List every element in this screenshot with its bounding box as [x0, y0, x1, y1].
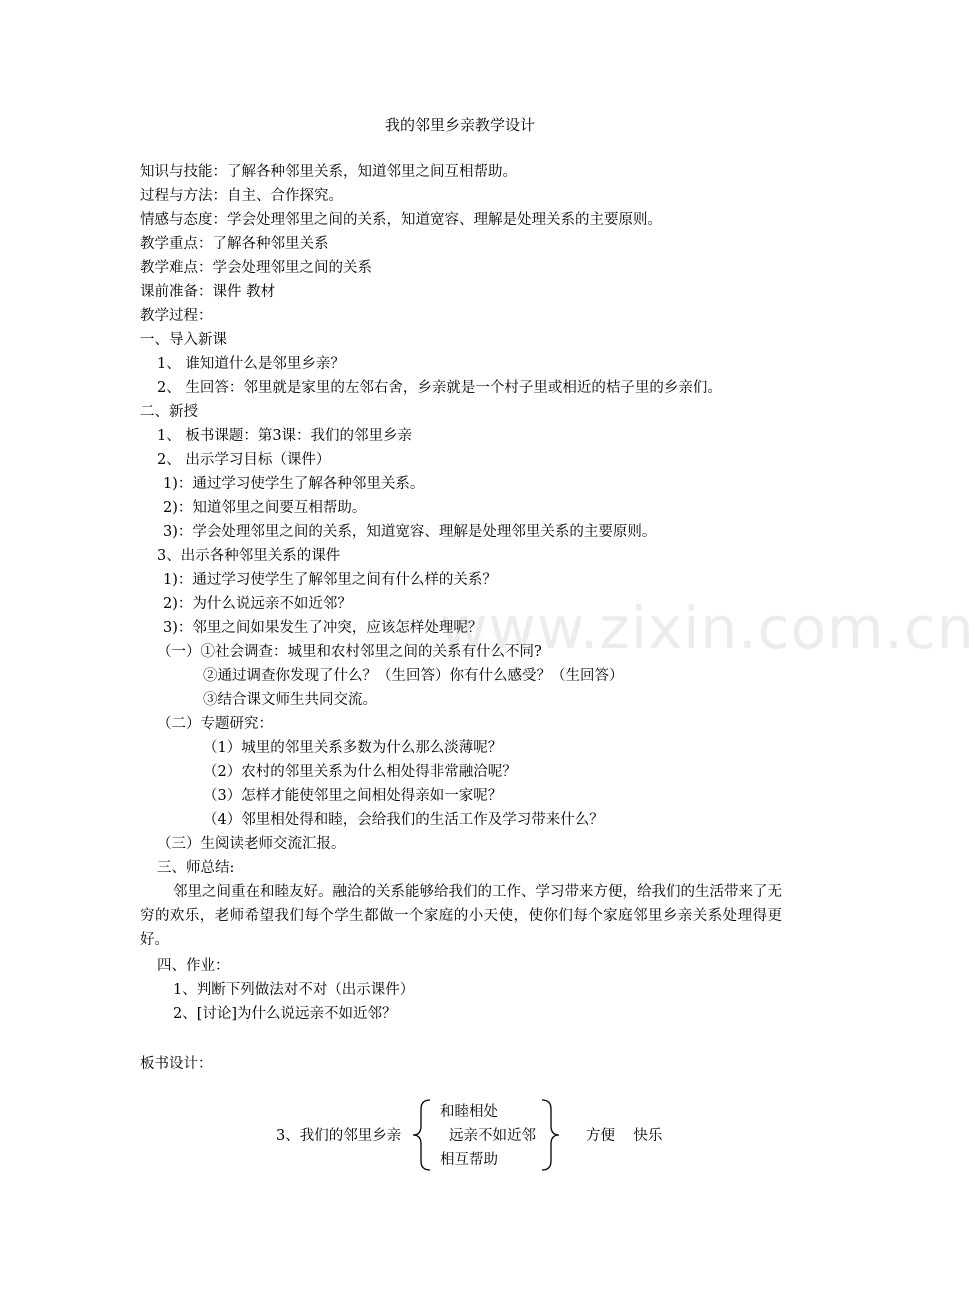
document-title: 我的邻里乡亲教学设计 — [384, 116, 535, 134]
objective-process: 过程与方法：自主、合作探究。 — [140, 188, 343, 204]
reading-item: （三）生阅读老师交流汇报。 — [157, 836, 346, 852]
summary-paragraph: 邻里之间重在和睦友好。融洽的关系能够给我们的工作、学习带来方便，给我们的生活带来了无穷的欢乐，老师希望我们每个学生都做一个家庭的小天使，使你们每个家庭邻里乡亲关系处理得更好。 — [140, 884, 782, 948]
board-heading: 板书设计： — [140, 1056, 213, 1072]
watermark: www.zixin.com.cn — [440, 594, 975, 662]
study-item: （3）怎样才能使邻里之间相处得亲如一家呢？ — [203, 788, 503, 804]
survey-item: ③结合课文师生共同交流。 — [203, 692, 377, 708]
teaching-focus: 教学重点：了解各种邻里关系 — [140, 236, 329, 252]
question-item: 2)：为什么说远亲不如近邻？ — [163, 596, 352, 612]
section-heading-new: 二、新授 — [140, 404, 198, 420]
board-item: 远亲不如近邻 — [449, 1128, 536, 1144]
section-heading-intro: 一、导入新课 — [140, 332, 227, 348]
preparation: 课前准备：课件 教材 — [140, 284, 276, 300]
new-item-3: 3、出示各种邻里关系的课件 — [157, 548, 341, 564]
study-item: （2）农村的邻里关系为什么相处得非常融洽呢？ — [203, 764, 517, 780]
survey-item: （一）①社会调查：城里和农村邻里之间的关系有什么不同? — [157, 644, 542, 660]
goal-item: 1)：通过学习使学生了解各种邻里关系。 — [163, 476, 425, 492]
study-heading: （二）专题研究： — [157, 716, 273, 732]
objective-knowledge: 知识与技能：了解各种邻里关系，知道邻里之间互相帮助。 — [140, 164, 517, 180]
board-item: 和睦相处 — [440, 1104, 498, 1120]
objective-attitude: 情感与态度：学会处理邻里之间的关系，知道宽容、理解是处理关系的主要原则。 — [140, 212, 662, 228]
section-heading-summary: 三、师总结: — [157, 860, 235, 876]
question-item: 3)：邻里之间如果发生了冲突，应该怎样处理呢？ — [163, 620, 483, 636]
goal-item: 2)：知道邻里之间要互相帮助。 — [163, 500, 367, 516]
board-item: 相互帮助 — [440, 1152, 498, 1168]
left-brace — [410, 1098, 432, 1172]
question-item: 1)：通过学习使学生了解邻里之间有什么样的关系？ — [163, 572, 497, 588]
process-heading: 教学过程： — [140, 308, 213, 324]
new-item-1: 1、 板书课题：第3课：我们的邻里乡亲 — [157, 428, 413, 444]
board-result: 方便 快乐 — [586, 1128, 663, 1144]
intro-item: 1、 谁知道什么是邻里乡亲？ — [157, 356, 345, 372]
board-topic: 3、我们的邻里乡亲 — [276, 1128, 402, 1144]
teaching-difficulty: 教学难点：学会处理邻里之间的关系 — [140, 260, 372, 276]
intro-item: 2、 生回答：邻里就是家里的左邻右舍，乡亲就是一个村子里或相近的桔子里的乡亲们。 — [157, 380, 722, 396]
section-heading-homework: 四、作业： — [157, 958, 230, 974]
homework-item: 2、[讨论]为什么说远亲不如近邻？ — [173, 1006, 397, 1022]
study-item: （1）城里的邻里关系多数为什么那么淡薄呢？ — [203, 740, 503, 756]
new-item-2: 2、 出示学习目标（课件） — [157, 452, 331, 468]
right-brace — [540, 1098, 562, 1172]
homework-item: 1、判断下列做法对不对（出示课件） — [173, 982, 415, 998]
survey-item: ②通过调查你发现了什么？（生回答）你有什么感受？（生回答） — [203, 668, 624, 684]
study-item: （4）邻里相处得和睦，会给我们的生活工作及学习带来什么？ — [203, 812, 604, 828]
goal-item: 3)：学会处理邻里之间的关系，知道宽容、理解是处理邻里关系的主要原则。 — [163, 524, 657, 540]
